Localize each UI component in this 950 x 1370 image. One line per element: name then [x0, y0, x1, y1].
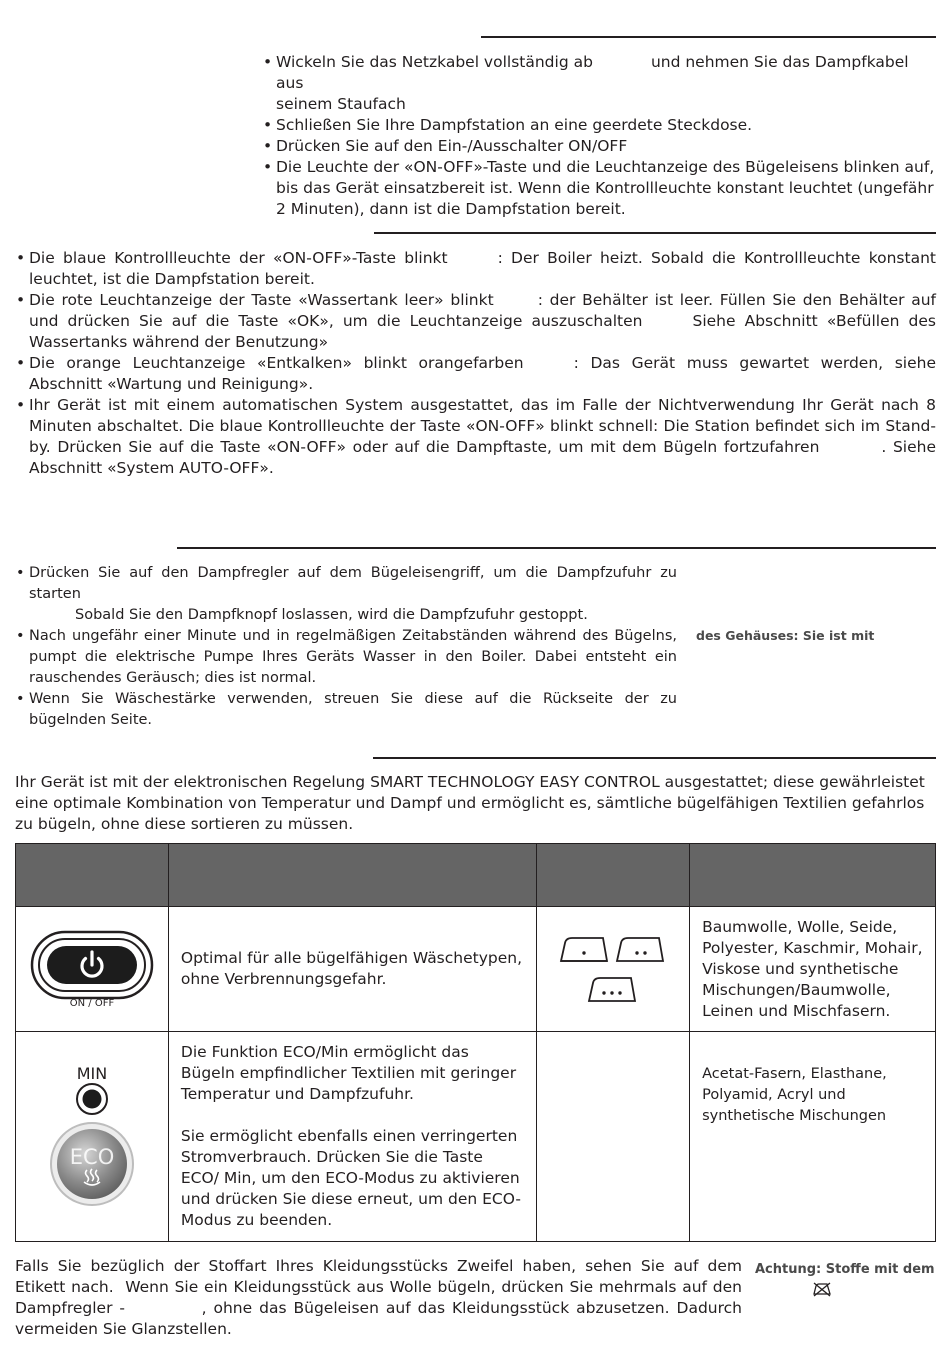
- list-item: • Die orange Leuchtanzeige «Entkalken» blinkt orangefarben : Das Gerät muss gewartet werden, siehe Abschnitt «Wartung und Reinigung».: [15, 353, 936, 395]
- list-item: • Wenn Sie Wäschestärke verwenden, streuen Sie diese auf die Rückseite der zu bügelnden Seite.: [15, 689, 677, 731]
- list-item: • Die rote Leuchtanzeige der Taste «Wassertank leer» blinkt : der Behälter ist leer. Füllen Sie den Behälter auf und drücken Sie auf die Taste «OK», um die Leuchtanzeige auszuschalten Siehe Abschnitt «Befüllen des Wassertanks während der Benutzung»: [15, 290, 936, 353]
- table-row: [16, 907, 936, 1032]
- fabrics-cell: [690, 1032, 936, 1242]
- min-label: MIN: [76, 1063, 108, 1083]
- list-item: • Die blaue Kontrollleuchte der «ON-OFF»-Taste blinkt : Der Boiler heizt. Sobald die Kontrollleuchte konstant leuchtet, ist die Dampfstation bereit.: [15, 248, 936, 290]
- description-text: Die Funktion ECO/Min ermöglicht das Bügeln empfindlicher Textilien mit geringer Temperatur und Dampfzufuhr. Sie ermöglicht ebenfalls einen verringerten Stromverbrauch. Drücken Sie die Taste ECO/ Min, um den ECO-Modus zu aktivieren und drücken Sie diese erneut, um den ECO-Modus zu beenden.: [180, 1043, 521, 1229]
- section1-rule: [481, 36, 936, 38]
- list-item: • Drücken Sie auf den Dampfregler auf dem Bügeleisengriff, um die Dampfzufuhr zu starten Sobald Sie den Dampfknopf loslassen, wird die Dampfzufuhr gestoppt.: [15, 563, 677, 626]
- section2-list: [15, 248, 936, 479]
- list-item: • Nach ungefähr einer Minute und in regelmäßigen Zeitabständen während des Bügelns, pumpt die elektrische Pumpe Ihres Geräts Wasser in den Boiler. Dabei entsteht ein rauschendes Geräusch; dies ist normal.: [15, 626, 677, 689]
- eco-min-button: [42, 1062, 142, 1212]
- settings-table: [15, 843, 936, 1242]
- onoff-button-cell: [16, 907, 169, 1032]
- section1-list: [262, 52, 938, 220]
- onoff-label: ON / OFF: [69, 998, 115, 1008]
- list-item: • Schließen Sie Ihre Dampfstation an eine geerdete Steckdose.: [262, 115, 938, 136]
- list-item: • Wickeln Sie das Netzkabel vollständig ab und nehmen Sie das Dampfkabel aus seinem Staufach: [262, 52, 938, 115]
- fabrics-text: Acetat-Fasern, Elasthane, Polyamid, Acryl und synthetische Mischungen: [702, 1066, 887, 1124]
- table-header-row: [16, 844, 936, 907]
- list-item: • Ihr Gerät ist mit einem automatischen System ausgestattet, das im Falle der Nichtverwendung Ihr Gerät nach 8 Minuten abschaltet. Die blaue Kontrollleuchte der Taste «ON-OFF» blinkt schnell: Die Station befindet sich im Stand-by. Drücken Sie auf die Taste «ON-OFF» oder auf die Dampftaste, um mit dem Bügeln fortzufahren . Siehe Abschnitt «System AUTO-OFF».: [15, 395, 936, 479]
- description-cell: [168, 1032, 536, 1242]
- temperature-cell: [537, 1032, 690, 1242]
- list-item: • Die Leuchte der «ON-OFF»-Taste und die Leuchtanzeige des Bügeleisens blinken auf, bis das Gerät einsatzbereit ist. Wenn die Kontrollleuchte konstant leuchtet (ungefähr 2 Minuten), dann ist die Dampfstation bereit.: [262, 157, 938, 220]
- footer-text: Falls Sie bezüglich der Stoffart Ihres Kleidungsstücks Zweifel haben, sehen Sie auf dem Etikett nach. Wenn Sie ein Kleidungsstück aus Wolle bügeln, drücken Sie mehrmals auf den Dampfregler - , ohne das Bügeleisen auf das Kleidungsstück abzusetzen. Dadurch vermeiden Sie Glanzstellen.: [15, 1257, 747, 1338]
- table-header-cell: [537, 844, 690, 907]
- onoff-button: [30, 930, 154, 1008]
- footer-side-note: Achtung: Stoffe mit dem: [755, 1262, 935, 1277]
- description-cell: [168, 907, 536, 1032]
- iron-symbols: [553, 929, 673, 1009]
- table-row: [16, 1032, 936, 1242]
- section2-rule: [374, 232, 936, 234]
- fabrics-cell: [690, 907, 936, 1032]
- section4-intro: Ihr Gerät ist mit der elektronischen Regelung SMART TECHNOLOGY EASY CONTROL ausgestattet; diese gewährleistet eine optimale Kombination von Temperatur und Dampf und ermöglicht es, sämtliche bügelfähigen Textilien gefahrlos zu bügeln, ohne diese sortieren zu müssen.: [15, 773, 925, 833]
- table-header-cell: [168, 844, 536, 907]
- no-ironing-icon: [812, 1281, 832, 1297]
- iron-two-dots-icon: [617, 938, 663, 961]
- list-item: • Drücken Sie auf den Ein-/Ausschalter ON/OFF: [262, 136, 938, 157]
- fabrics-text: Baumwolle, Wolle, Seide, Polyester, Kaschmir, Mohair, Viskose und synthetische Mischungen/Baumwolle, Leinen und Mischfasern.: [702, 917, 923, 1020]
- eco-label: ECO: [69, 1144, 115, 1169]
- description-text: Optimal für alle bügelfähigen Wäschetypen, ohne Verbrennungsgefahr.: [180, 949, 523, 988]
- temperature-cell: [537, 907, 690, 1032]
- section3-list: [15, 563, 677, 731]
- iron-one-dot-icon: [561, 938, 607, 961]
- eco-button-cell: [16, 1032, 169, 1242]
- iron-three-dots-icon: [589, 978, 635, 1001]
- section3-rule: [177, 547, 936, 549]
- table-header-cell: [690, 844, 936, 907]
- section4-rule: [373, 757, 936, 759]
- table-header-cell: [16, 844, 169, 907]
- section3-side-note: des Gehäuses: Sie ist mit: [696, 628, 875, 643]
